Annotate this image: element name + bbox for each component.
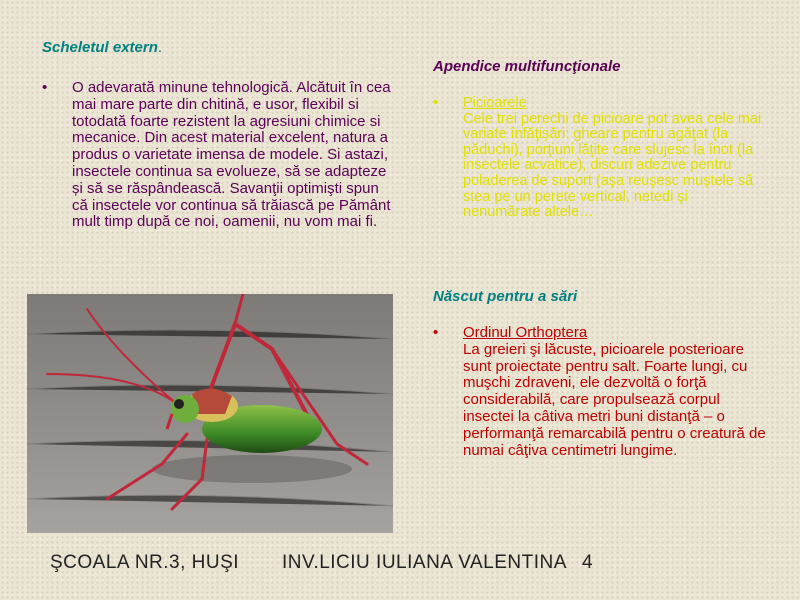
left-bullet-item (42, 80, 392, 231)
right-bullet-item-1 (433, 96, 763, 221)
bullet-icon: • (433, 324, 439, 341)
right-heading-2: Născut pentru a sări (433, 288, 578, 305)
page-number: 4 (582, 552, 594, 573)
right-heading-1: Apendice multifuncţionale (433, 58, 621, 75)
left-heading-dot: . (157, 39, 163, 56)
left-paragraph: O adevarată minune tehnologică. Alcătuit în cea mai mare parte din chitină, e usor, flexibil si totodată foarte rezistent la agresiuni chimice si mecanice. Din acest material excelent, natura a produs o varietate imensa de modele. Si astazi, insectele continua sa evolueze, să se adapteze și să se răspândească. Savanţii optimişti spun că insectele vor continua să trăiască pe Pământ mult timp după ce noi, oamenii, nu vom mai fi. (72, 79, 391, 231)
footer-teacher: INV.LICIU IULIANA VALENTINA (282, 552, 567, 573)
item2-title: Ordinul Orthoptera (463, 324, 588, 341)
footer-school: ŞCOALA NR.3, HUŞI (50, 552, 240, 573)
right-bullet-item-2 (433, 325, 773, 459)
item1-text: Cele trei perechi de picioare pot avea cele mai variate înfăţişări: gheare pentru agăţat (la păduchi), porţiuni lăţite care slujesc la înot (la insectele acvatice), discuri adezive pentru poladerea de suport (aşa reuşesc muştele să stea pe un perete vertical, netedi şi nenumărate altele… (463, 110, 762, 221)
item2-text: La greieri şi lăcuste, picioarele posterioare sunt proiectate pentru salt. Foarte lungi, cu muşchi zdraveni, ele dezvoltă o forţă considerabilă, care propulsează corpul insectei la câtiva metri buni distanţă – o performanţă remarcabilă pentru o creatură de numai câţiva centimetri lungime. (463, 340, 766, 459)
left-heading-text: Scheletul extern (42, 39, 158, 56)
bullet-icon: • (42, 79, 48, 96)
grasshopper-photo (27, 294, 393, 533)
item1-title: Picioarele (463, 95, 527, 111)
left-heading (42, 39, 162, 56)
bullet-icon: • (433, 95, 439, 111)
